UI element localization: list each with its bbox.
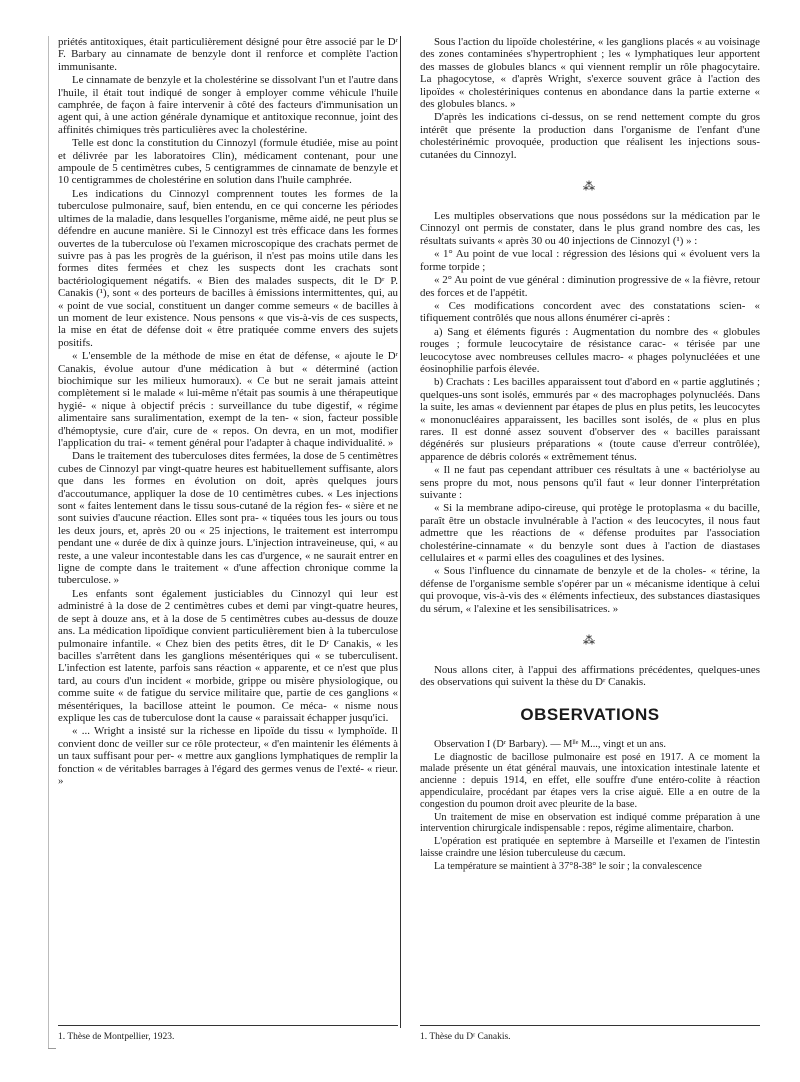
paragraph: Le cinnamate de benzyle et la cholestérine se dissolvant l'un et l'autre dans l'huile, il était tout indiqué de songer à employer comme véhicule l'huile camphrée, de façon à faire intervenir à côté des facteurs d'immunisation un agent qui, à une action générale dynamique et antitoxique reconnue, joint des affinités chimiques très particulières avec la cholestérine.	[58, 74, 398, 136]
paragraph: Les multiples observations que nous possédons sur la médication par le Cinnozyl ont permis de constater, dans le plus grand nombre des cas, les résultats suivants « après 30 ou 40 injections de Cinnozyl (¹) » :	[420, 210, 760, 247]
footnote-left	[58, 1025, 398, 1043]
footnote-rule	[58, 1025, 398, 1026]
observations-heading: OBSERVATIONS	[520, 704, 660, 724]
paragraph: « 1° Au point de vue local : régression des lésions qui « évoluent vers la forme torpide ;	[420, 248, 760, 273]
paragraph: Sous l'action du lipoïde cholestérine, « les ganglions placés « au voisinage des zones contaminées s'hypertrophient ; les « lymphatiques leur apportent des masses de globules blancs « qui viennent remplir un rôle phagocytaire. La phagocytose, « d'après Wright, s'exerce souvent grâce à l'action des lipoïdes « cholestériniques contenus en abondance dans la partie externe « des globules blancs. »	[420, 36, 760, 111]
footnote-right-text: 1. Thèse du Dʳ Canakis.	[420, 1032, 511, 1042]
footnote-right	[420, 1025, 760, 1043]
paragraph: La température se maintient à 37°8-38° le soir ; la convalescence	[434, 860, 702, 872]
footnote-left-text: 1. Thèse de Montpellier, 1923.	[58, 1032, 175, 1042]
paragraph: priétés antitoxiques, était particulièrement désigné pour être associé par le Dʳ F. Barbary au cinnamate de benzyle dont il renforce et complète l'action immunisante.	[58, 36, 398, 73]
margin-rule	[48, 36, 49, 1048]
paragraph: Dans le traitement des tuberculoses dites fermées, la dose de 5 centimètres cubes de Cinnozyl par vingt-quatre heures est habituellement suffisante, alors que dans les formes en évolution on doit, après quelques jours d'accoutumance, appliquer la dose de 10 centimètres cubes. « Les injections sont « faites lentement dans le tissu sous-cutané de la région fes- « sière et ne sont suivies d'aucune réaction. Elles sont pra- « tiquées tous les jours ou tous les deux jours, et, après 20 ou « 25 injections, le traitement est interrompu pendant une « durée de dix à quinze jours. L'injection intraveineuse, qui, « au reste, a une valeur incontestable dans les cas d'urgence, « ne saurait entrer en ligne de compte dans le traitement « d'une affection chronique comme la tuberculose. »	[58, 450, 398, 587]
right-column-results	[420, 210, 760, 615]
section-separator-stars: ⁂	[583, 179, 597, 194]
paragraph: L'opération est pratiquée en septembre à Marseille et l'examen de l'intestin laisse craindre une lésion tuberculeuse du cæcum.	[420, 836, 760, 860]
right-column	[420, 36, 760, 874]
right-column-top	[420, 36, 760, 161]
paragraph: Les indications du Cinnozyl comprennent toutes les formes de la tuberculose pulmonaire, sauf, bien entendu, en ce qui concerne les périodes ultimes de la maladie, dans lesquelles l'organisme, même aidé, ne peut plus se défendre en aucune manière. Si le Cinnozyl est très efficace dans les formes ouvertes de la tuberculose où l'examen microscopique des crachats permet de suivre pas à pas les progrès de la guérison, il n'est pas moins utile dans les formes dites fermées et chez les suspects dont les crachats sont bactériologiquement négatifs. « Bien des malades suspects, dit le Dʳ P. Canakis (¹), sont « des porteurs de bacilles à émissions intermittentes, qui, au « point de vue social, constituent un danger comme semeurs « de bacilles à un moment de leur existence. Nous pensons « que vis-à-vis de ces suspects, la mise en état de défense doit « être pratiquée comme envers des sujets positifs.	[58, 187, 398, 349]
paragraph: « L'ensemble de la méthode de mise en état de défense, « ajoute le Dʳ Canakis, évolue autour d'une médication à but « déterminé (action biochimique sur les milieux humoraux). « Ce but ne serait jamais atteint complètement si le malade « lui-même n'était pas soumis à une thérapeutique hygié- « nique à objectif précis : surveillance du tube digestif, « régime alimentaire sans suralimentation, exempt de la ten- « sion, facteur possible d'hémoptysie, cure d'air, cure de « repos. On devra, en un mot, modifier l'application du trai- « tement général pour l'adapter à chaque individualité. »	[58, 350, 398, 449]
paragraph: « ... Wright a insisté sur la richesse en lipoïde du tissu « lymphoïde. Il convient donc de veiller sur ce rôle protecteur, « d'en maintenir les éléments à un taux suffisant pour per- « mettre aux ganglions lymphatiques de remplir la fonction « de véritables barrages à l'égard des germes venus de l'exté- « rieur. »	[58, 725, 398, 787]
paragraph: « Ces modifications concordent avec des constatations scien- « tifiquement contrôlés que nous allons énumérer ci-après :	[420, 299, 760, 325]
left-column	[58, 36, 398, 788]
paragraph: Nous allons citer, à l'appui des affirmations précédentes, quelques-unes des observations qui suivent la thèse du Dʳ Canakis.	[420, 664, 760, 689]
section-separator-stars: ⁂	[583, 633, 597, 648]
footnote-rule	[420, 1025, 760, 1026]
paragraph: D'après les indications ci-dessus, on se rend nettement compte du gros intérêt que présente la production dans l'organisme de l'enfant d'une cholestérinémic provoquée, production que réalisent les injections sous-cutanées du Cinnozyl.	[420, 111, 760, 161]
column-divider	[400, 36, 401, 1028]
paragraph: b) Crachats : Les bacilles apparaissent tout d'abord en « partie agglutinés ; quelques-uns sont isolés, emmurés par « des macrophages polynucléés. Dans la suite, les amas « deviennent par étapes de plus en plus petits, les leucocytes « mononucléaires apparaissent, les bacilles sont isolés, de « plus en plus rares. Il est donné assez souvent d'observer des « bacilles paraissant dégénérés sur plusieurs préparations « (toute cause d'erreur contrôlée), apparence de débris colorés « extrêmement ténus.	[420, 376, 760, 463]
paragraph: Observation I (Dʳ Barbary). — Mˡˡᵉ M..., vingt et un ans.	[434, 738, 666, 750]
paragraph: Un traitement de mise en observation est indiqué comme préparation à une intervention chirurgicale indispensable : repos, régime alimentaire, charbon.	[420, 811, 760, 835]
paragraph: Le diagnostic de bacillose pulmonaire est posé en 1917. A ce moment la malade présente un état général mauvais, une intoxication intestinale latente et ancienne : depuis 1914, en effet, elle souffre d'une entéro-colite à réaction appendiculaire, procédant par étapes vers la crise aiguë. Elle a en outre de la congestion du poumon droit avec pleurite de la base.	[420, 751, 760, 810]
paragraph: Telle est donc la constitution du Cinnozyl (formule étudiée, mise au point et délivrée par les laboratoires Clin), médicament contenant, pour une ampoule de 5 centimètres cubes, 5 centigrammes de cinnamate de benzyle et 10 centigrammes de cholestérine en solution dans l'huile camphrée.	[58, 137, 398, 187]
paragraph: a) Sang et éléments figurés : Augmentation du nombre des « globules rouges ; formule leucocytaire de résistance carac- « térisée par une leucocytose avec nombreuses cellules macro- « phages polynucléées et une éosinophilie parfois élevée.	[420, 325, 760, 375]
observations-body	[420, 739, 760, 873]
paragraph: « Il ne faut pas cependant attribuer ces résultats à une « bactériolyse au sens propre du mot, nous pensons qu'il faut « leur donner l'interprétation suivante :	[420, 464, 760, 501]
corner-mark	[48, 1048, 56, 1049]
paragraph: Les enfants sont également justiciables du Cinnozyl qui leur est administré à la dose de 2 centimètres cubes et demi par vingt-quatre heures, de sept à douze ans, et à la dose de 5 centimètres cubes au-dessus de douze ans. La médication lipoïdique convient particulièrement bien à la tuberculose pulmonaire infantile. « Chez bien des petits êtres, dit le Dʳ Canakis, « les bacilles s'arrêtent dans les ganglions mésentériques qui « se tuberculisent. L'infection est latente, parfois sans réaction « apparente, et ce n'est que plus tard, au cours d'un incident « morbide, grippe ou misère physiologique, ou comme suite « de fatigue du service militaire que, partie de ces ganglions « mésentériques, la bacillose atteint le poumon. Ce méca- « nisme nous explique les cas de tuberculose dont la cause « paraissait échapper jusqu'ici.	[58, 587, 398, 724]
paragraph: « Si la membrane adipo-cireuse, qui protège le protoplasma « du bacille, paraît être un obstacle invulnérable à l'action « des leucocytes, il nous faut admettre que les réactions de « défense produites par l'association cholestérine-cinnamate « du benzyle sont dues à l'action de diastases cellulaires et « parmi elles des coagulines et des lysines.	[420, 502, 760, 565]
right-column-intro-observations	[420, 664, 760, 689]
paragraph: « 2° Au point de vue général : diminution progressive de « la fièvre, retour des forces et de l'appétit.	[420, 274, 760, 299]
paragraph: « Sous l'influence du cinnamate de benzyle et de la choles- « térine, la défense de l'organisme semble s'opérer par un « mécanisme identique à celui qui provoque, vis-à-vis des « éléments infectieux, des substances diastasiques du sérum, « l'alexine et les sensibilisatrices. »	[420, 565, 760, 615]
